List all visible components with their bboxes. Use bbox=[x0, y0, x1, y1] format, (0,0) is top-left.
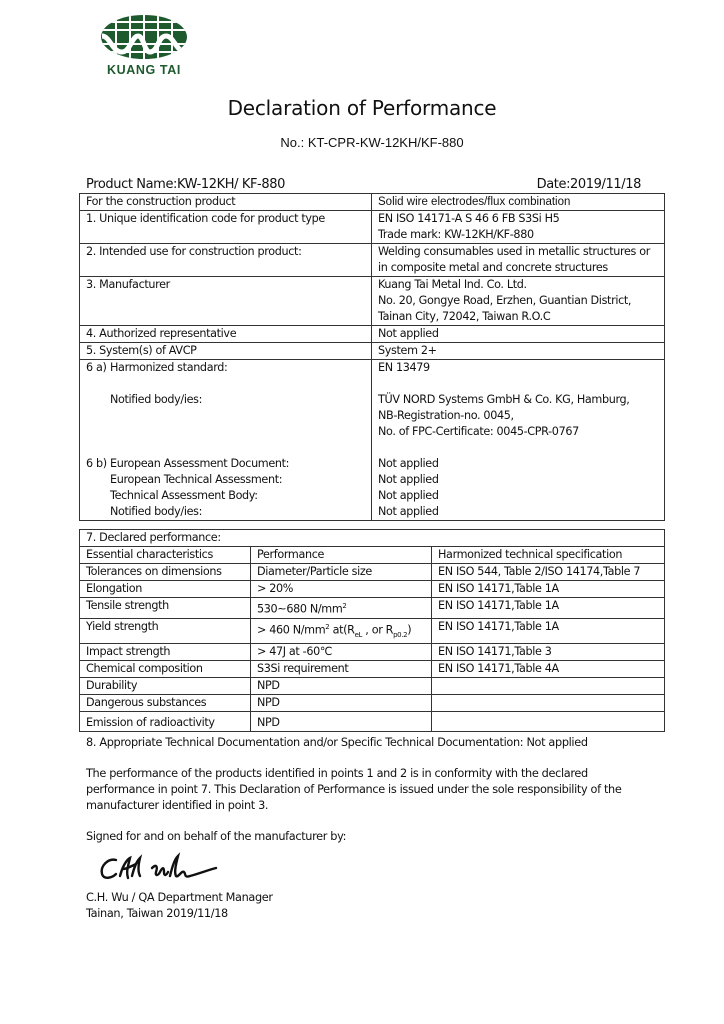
section-6-values bbox=[372, 360, 665, 521]
conformity-statement bbox=[86, 766, 646, 814]
table-row bbox=[80, 694, 665, 711]
table-row bbox=[80, 598, 665, 619]
signatory-name: C.H. Wu / QA Department Manager bbox=[86, 891, 273, 904]
trade-mark: Trade mark: KW-12KH/KF-880 bbox=[378, 228, 534, 241]
eta-label: European Technical Assessment: bbox=[110, 473, 283, 486]
row-label: 5. System(s) of AVCP bbox=[80, 343, 372, 360]
performance: NPD bbox=[251, 711, 432, 731]
section-8-text: 8. Appropriate Technical Documentation and/or Specific Technical Documentation: Not applied bbox=[86, 736, 588, 749]
company-logo bbox=[94, 14, 194, 80]
row-label: 3. Manufacturer bbox=[80, 277, 372, 326]
row-value: System 2+ bbox=[372, 343, 665, 360]
characteristic: Yield strength bbox=[80, 618, 251, 643]
section-7-title: 7. Declared performance: bbox=[80, 530, 665, 547]
characteristic: Durability bbox=[80, 677, 251, 694]
place-date: Tainan, Taiwan 2019/11/18 bbox=[86, 907, 228, 920]
conformity-line: performance in point 7. This Declaration of Performance is issued under the sole responsibility of the bbox=[86, 783, 622, 796]
characteristic: Chemical composition bbox=[80, 660, 251, 677]
subscript: eL bbox=[354, 630, 363, 639]
performance: NPD bbox=[251, 677, 432, 694]
row-label: For the construction product bbox=[80, 194, 372, 211]
table-row bbox=[80, 343, 665, 360]
row-value bbox=[372, 244, 665, 277]
table-row bbox=[80, 643, 665, 660]
notified-body-label: Notified body/ies: bbox=[110, 505, 203, 518]
notified-body-label: Notified body/ies: bbox=[110, 393, 203, 406]
subscript: p0.2 bbox=[393, 630, 408, 639]
table-row bbox=[80, 277, 665, 326]
eta-value: Not applied bbox=[378, 473, 439, 486]
spec: EN ISO 544, Table 2/ISO 14174,Table 7 bbox=[432, 564, 665, 581]
performance bbox=[251, 598, 432, 619]
section-6-labels bbox=[80, 360, 372, 521]
table-row bbox=[80, 581, 665, 598]
harmonized-standard-value: EN 13479 bbox=[378, 361, 430, 374]
company-logo-text: KUANG TAI bbox=[107, 63, 181, 77]
spec: EN ISO 14171,Table 1A bbox=[432, 598, 665, 619]
tab-value: Not applied bbox=[378, 489, 439, 502]
performance: Diameter/Particle size bbox=[251, 564, 432, 581]
performance-text: , or R bbox=[362, 623, 394, 637]
product-name: Product Name:KW-12KH/ KF-880 bbox=[86, 177, 285, 192]
performance-text: > 460 N/mm bbox=[257, 623, 326, 637]
table-row bbox=[80, 244, 665, 277]
table-row bbox=[80, 211, 665, 244]
signature-image bbox=[98, 852, 228, 886]
spec: EN ISO 14171,Table 1A bbox=[432, 618, 665, 643]
signatory-block bbox=[86, 890, 646, 922]
conformity-line: manufacturer identified in point 3. bbox=[86, 799, 269, 812]
spec bbox=[432, 677, 665, 694]
performance-text: 530~680 N/mm bbox=[257, 602, 343, 616]
ead-value: Not applied bbox=[378, 457, 439, 470]
column-header: Performance bbox=[251, 547, 432, 564]
row-value: Solid wire electrodes/flux combination bbox=[372, 194, 665, 211]
identification-code: EN ISO 14171-A S 46 6 FB S3Si H5 bbox=[378, 212, 560, 225]
characteristic: Emission of radioactivity bbox=[80, 711, 251, 731]
tab-label: Technical Assessment Body: bbox=[110, 489, 258, 502]
fpc-certificate: No. of FPC-Certificate: 0045-CPR-0767 bbox=[378, 425, 579, 438]
spec: EN ISO 14171,Table 1A bbox=[432, 581, 665, 598]
nb-registration: NB-Registration-no. 0045, bbox=[378, 409, 514, 422]
performance: NPD bbox=[251, 694, 432, 711]
characteristic: Tensile strength bbox=[80, 598, 251, 619]
row-value bbox=[372, 211, 665, 244]
spec bbox=[432, 694, 665, 711]
table-row bbox=[80, 618, 665, 643]
harmonized-standard-label: Harmonized standard: bbox=[110, 361, 228, 374]
conformity-line: The performance of the products identified in points 1 and 2 is in conformity with the declared bbox=[86, 767, 588, 780]
product-line bbox=[86, 177, 641, 192]
characteristic: Dangerous substances bbox=[80, 694, 251, 711]
section-6b-prefix: 6 b) bbox=[86, 457, 107, 470]
performance bbox=[251, 618, 432, 643]
table-row bbox=[80, 677, 665, 694]
spec bbox=[432, 711, 665, 731]
row-label: 1. Unique identification code for product type bbox=[80, 211, 372, 244]
document-date: Date:2019/11/18 bbox=[536, 177, 641, 192]
characteristic: Impact strength bbox=[80, 643, 251, 660]
table-row bbox=[80, 326, 665, 343]
performance: S3Si requirement bbox=[251, 660, 432, 677]
row-label: 4. Authorized representative bbox=[80, 326, 372, 343]
table-row bbox=[80, 660, 665, 677]
info-table bbox=[79, 193, 665, 521]
performance: > 47J at -60℃ bbox=[251, 643, 432, 660]
column-header: Essential characteristics bbox=[80, 547, 251, 564]
superscript: 2 bbox=[342, 602, 347, 610]
performance-table bbox=[79, 529, 665, 732]
performance-text: ) bbox=[407, 623, 412, 637]
header-row bbox=[80, 547, 665, 564]
intended-use-line: in composite metal and concrete structures bbox=[378, 261, 608, 274]
manufacturer-name: Kuang Tai Metal Ind. Co. Ltd. bbox=[378, 278, 527, 291]
spec: EN ISO 14171,Table 3 bbox=[432, 643, 665, 660]
ead-label: European Assessment Document: bbox=[110, 457, 290, 470]
table-row bbox=[80, 194, 665, 211]
manufacturer-address: Tainan City, 72042, Taiwan R.O.C bbox=[378, 310, 551, 323]
page-title: Declaration of Performance bbox=[227, 96, 497, 120]
superscript: 2 bbox=[325, 622, 330, 631]
section-6a-prefix: 6 a) bbox=[86, 361, 107, 374]
globe-logo-icon bbox=[100, 14, 188, 60]
row-label: 2. Intended use for construction product: bbox=[80, 244, 372, 277]
table-row bbox=[80, 564, 665, 581]
section-7-title-row bbox=[80, 530, 665, 547]
table-row bbox=[80, 711, 665, 731]
characteristic: Elongation bbox=[80, 581, 251, 598]
notified-body-value: Not applied bbox=[378, 505, 439, 518]
characteristic: Tolerances on dimensions bbox=[80, 564, 251, 581]
performance-text: at(R bbox=[329, 623, 355, 637]
intended-use-line: Welding consumables used in metallic structures or bbox=[378, 245, 650, 258]
row-value bbox=[372, 277, 665, 326]
document-number: No.: KT-CPR-KW-12KH/KF-880 bbox=[280, 135, 464, 150]
column-header: Harmonized technical specification bbox=[432, 547, 665, 564]
manufacturer-address: No. 20, Gongye Road, Erzhen, Guantian District, bbox=[378, 294, 632, 307]
spec: EN ISO 14171,Table 4A bbox=[432, 660, 665, 677]
notified-body-value: TÜV NORD Systems GmbH & Co. KG, Hamburg, bbox=[378, 393, 630, 406]
table-row-section-6 bbox=[80, 360, 665, 521]
signed-by-text: Signed for and on behalf of the manufacturer by: bbox=[86, 830, 347, 843]
row-value: Not applied bbox=[372, 326, 665, 343]
performance: > 20% bbox=[251, 581, 432, 598]
